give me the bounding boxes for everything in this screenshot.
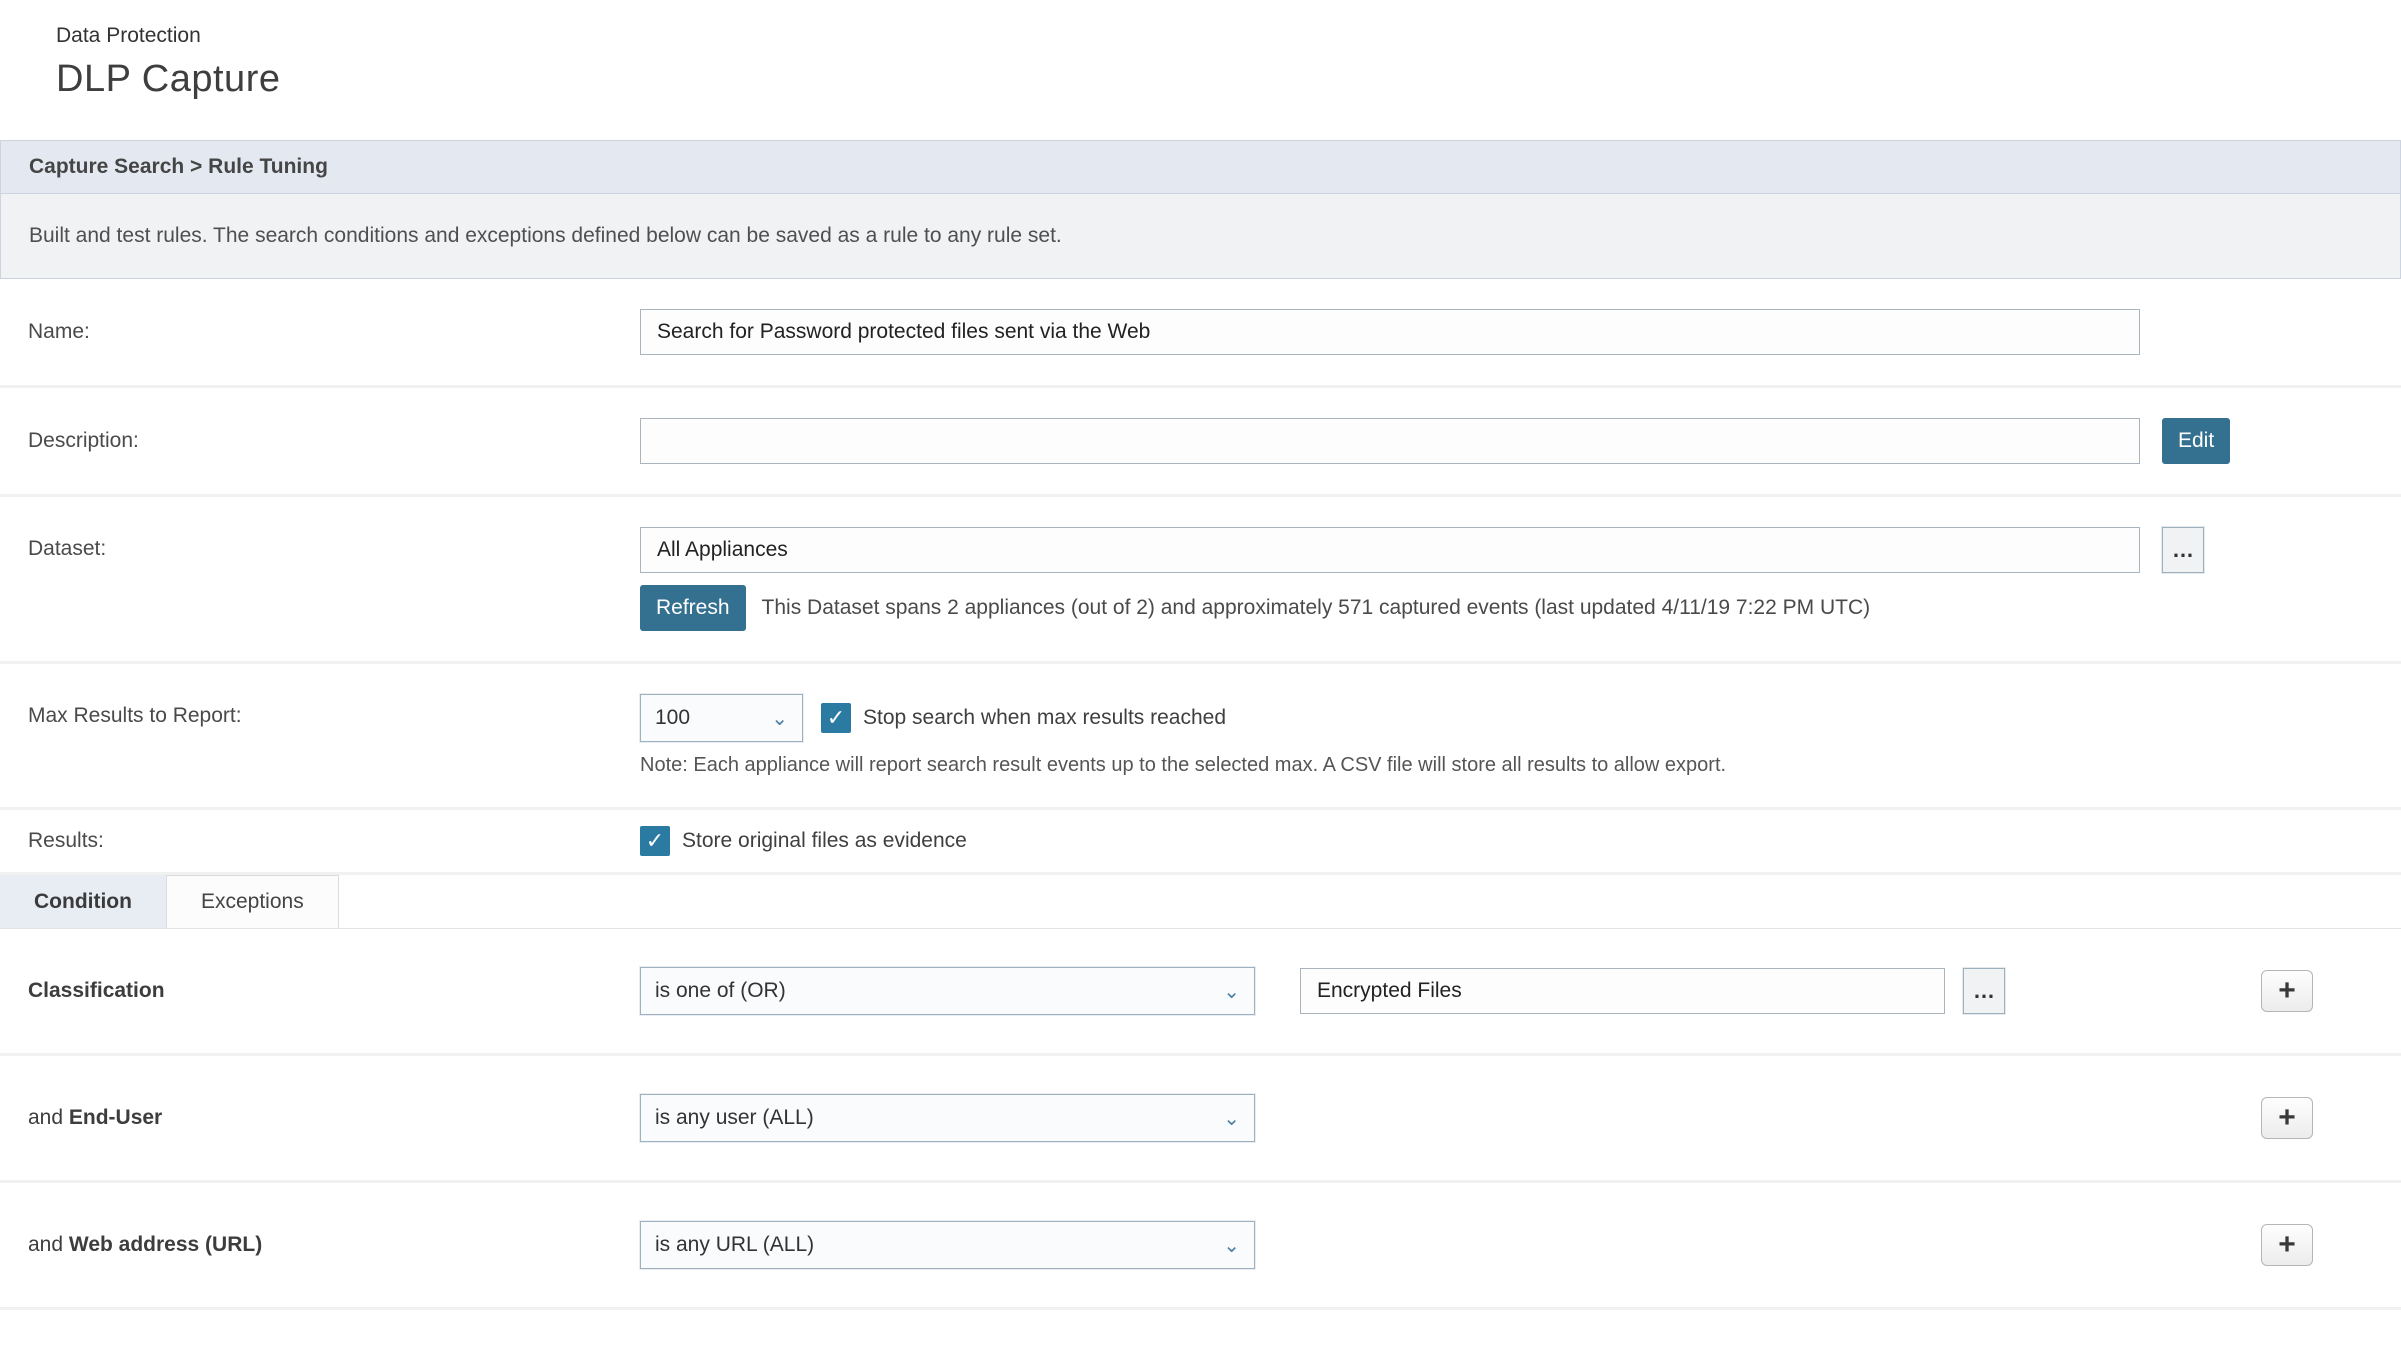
store-evidence-checkbox[interactable] [640, 826, 670, 856]
dataset-status-text: This Dataset spans 2 appliances (out of 2) and approximately 571 captured events (last updated 4/11/19 7:22 PM UTC) [761, 596, 1871, 619]
end-user-operator-select[interactable]: is any user (ALL) ⌄ [640, 1094, 1255, 1142]
stop-search-checkbox[interactable] [821, 703, 851, 733]
check-icon: ✓ [645, 828, 665, 853]
max-results-label: Max Results to Report: [28, 704, 242, 727]
condition-row-end-user [0, 1056, 2401, 1183]
results-label: Results: [28, 829, 104, 852]
page-header [0, 0, 2401, 140]
ellipsis-icon: … [2172, 537, 2194, 562]
intro-text: Built and test rules. The search conditions and exceptions defined below can be saved as a rule to any rule set. [29, 224, 1062, 247]
classification-browse-button[interactable] [1963, 968, 2005, 1014]
max-results-row [0, 664, 2401, 810]
store-evidence-label: Store original files as evidence [682, 829, 967, 852]
chevron-down-icon: ⌄ [1223, 980, 1240, 1003]
condition-row-classification [0, 929, 2401, 1056]
chevron-down-icon: ⌄ [1223, 1234, 1240, 1257]
edit-button[interactable]: Edit [2162, 418, 2230, 464]
web-address-operator-select[interactable]: is any URL (ALL) ⌄ [640, 1221, 1255, 1269]
next-row-partial [0, 1310, 2401, 1324]
dataset-label: Dataset: [28, 537, 107, 560]
stop-search-label: Stop search when max results reached [863, 706, 1227, 729]
condition-name: and End-User [28, 1106, 163, 1129]
dataset-row [0, 497, 2401, 664]
dataset-input[interactable] [640, 527, 2140, 573]
app-section-label: Data Protection [56, 24, 201, 47]
condition-name: and Web address (URL) [28, 1233, 263, 1256]
plus-icon: + [2278, 1101, 2296, 1134]
plus-icon: + [2278, 974, 2296, 1007]
check-icon: ✓ [826, 705, 846, 730]
max-results-value: 100 [655, 706, 691, 729]
breadcrumb-bar [0, 140, 2401, 193]
description-row [0, 388, 2401, 497]
classification-operator-select[interactable]: is one of (OR) ⌄ [640, 967, 1255, 1015]
description-label: Description: [28, 429, 139, 452]
results-row [0, 810, 2401, 875]
tab-condition[interactable]: Condition [0, 875, 166, 928]
page-title: DLP Capture [56, 58, 281, 100]
add-condition-button[interactable] [2261, 1097, 2313, 1139]
name-row [0, 279, 2401, 388]
name-input[interactable] [640, 309, 2140, 355]
intro-bar [0, 193, 2401, 279]
ellipsis-icon: … [1973, 978, 1995, 1003]
add-condition-button[interactable] [2261, 970, 2313, 1012]
refresh-button[interactable]: Refresh [640, 585, 746, 631]
chevron-down-icon: ⌄ [1223, 1107, 1240, 1130]
condition-name: Classification [28, 979, 165, 1002]
max-results-select[interactable] [640, 694, 803, 742]
chevron-down-icon: ⌄ [771, 707, 788, 730]
classification-value-input[interactable] [1300, 968, 1945, 1014]
name-label: Name: [28, 320, 90, 343]
condition-row-web-address [0, 1183, 2401, 1310]
plus-icon: + [2278, 1228, 2296, 1261]
tab-exceptions[interactable]: Exceptions [166, 875, 339, 928]
description-input[interactable] [640, 418, 2140, 464]
dataset-browse-button[interactable] [2162, 527, 2204, 573]
breadcrumb: Capture Search > Rule Tuning [29, 155, 328, 178]
max-results-note: Note: Each appliance will report search result events up to the selected max. A CSV file will store all results to allow export. [640, 754, 1727, 776]
tab-bar [0, 875, 2401, 929]
add-condition-button[interactable] [2261, 1224, 2313, 1266]
